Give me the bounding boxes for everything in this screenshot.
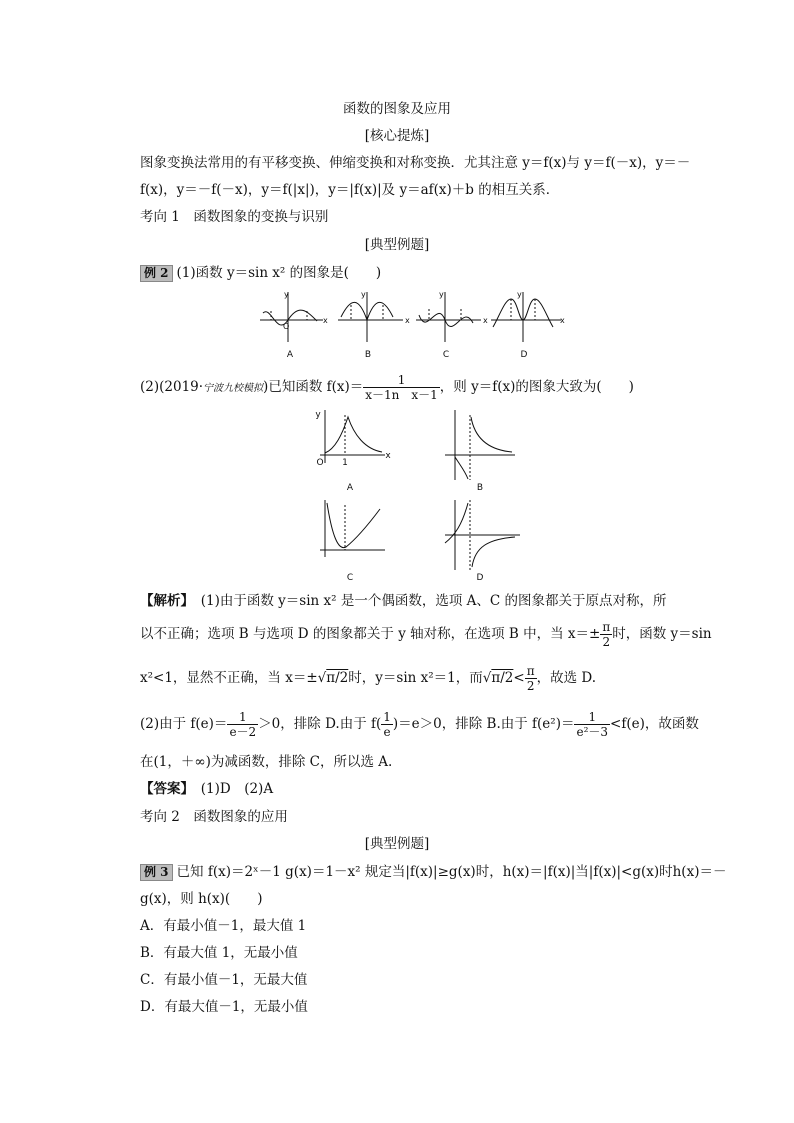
q2-label-c: C	[346, 573, 354, 583]
example-3-line-1	[140, 860, 726, 881]
q2-graph-b	[445, 410, 515, 480]
option-b: B．有最大值 1，无最小值	[140, 945, 298, 961]
analysis-line2b: 时，函数 y＝sin	[612, 626, 712, 642]
frac-den: e²－3	[576, 725, 609, 739]
q2-source-stamp: 宁波九校模拟	[203, 383, 264, 394]
q1a-y-label: y	[284, 290, 289, 299]
sqrt-pi-half-1: π/2	[326, 670, 349, 686]
q2-fraction	[363, 373, 440, 402]
frac-den: e－2	[229, 725, 257, 739]
analysis-tag: 【解析】	[140, 593, 188, 609]
frac-den: 2	[526, 679, 535, 693]
q1-graph-c	[416, 292, 481, 342]
analysis-line-1	[140, 589, 667, 609]
analysis-line2-frac	[600, 620, 612, 649]
frac-num: 1	[227, 710, 258, 725]
a2-frac1	[227, 710, 258, 739]
typical-examples-heading-2: [典型例题]	[364, 836, 430, 852]
q1-label-a: A	[286, 350, 294, 360]
example-badge: 例 2	[140, 265, 173, 282]
q2-suffix: ，则 y＝f(x)的图象大致为( )	[439, 379, 634, 395]
answer-text: (1)D (2)A	[200, 781, 274, 797]
q2a-x-label: x	[385, 451, 391, 461]
analysis-line2a: 以不正确；选项 B 与选项 D 的图象都关于 y 轴对称，在选项 B 中，当 x＝±	[140, 626, 601, 642]
q2-graph-c	[320, 500, 385, 557]
page-title: 函数的图象及应用	[343, 101, 451, 117]
example-badge: 例 3	[140, 864, 173, 881]
a2-frac2	[381, 710, 393, 739]
q1d-x-label: x	[560, 316, 565, 325]
answer-tag: 【答案】	[140, 781, 188, 797]
analysis-line3-frac	[525, 664, 537, 693]
q1c-y-label: y	[439, 290, 444, 299]
option-d: D．有最大值－1，无最小值	[140, 999, 308, 1015]
q2-graph-d	[445, 500, 520, 570]
example-2-q1	[140, 261, 381, 282]
analysis-line-3: x²<1，显然不正确，当 x＝±√π/2时，y＝sin x²＝1，而√π/2< $\frac{\pi}{2}$ ，故选 D.	[140, 664, 597, 693]
core-text-line2: f(x)，y＝－f(－x)，y＝f(|x|)，y＝|f(x)|及 y＝af(x)＋b 的相互关系．	[140, 182, 560, 198]
analysis-line-2	[140, 620, 712, 649]
frac-num: 1	[574, 710, 610, 725]
q2-graph-a	[320, 410, 385, 463]
analysis-line3d: ，故选 D.	[536, 670, 597, 686]
frac-num: π	[602, 620, 611, 634]
sqrt-pi-half-2: π/2	[491, 670, 514, 686]
example-2-q1-text: (1)函数 y＝sin x² 的图象是( )	[176, 265, 382, 281]
frac-den: e	[383, 725, 391, 739]
analysis-line3c: <	[513, 670, 525, 686]
q2-prefix: (2)(2019·	[140, 379, 204, 395]
q1-label-b: B	[364, 350, 372, 360]
q1a-origin: O	[283, 322, 290, 331]
option-a: A．有最小值－1，最大值 1	[140, 918, 307, 934]
analysis-2-line-1	[140, 710, 699, 739]
example-3-line-2: g(x)，则 h(x)( )	[140, 891, 263, 907]
example-3-text: 已知 f(x)＝2ˣ－1 g(x)＝1－x² 规定当|f(x)|≥g(x)时，h(x)＝|f(x)|当|f(x)|<g(x)时h(x)＝－	[176, 864, 727, 880]
q2a-y-label: y	[315, 410, 321, 420]
analysis-2-line-2: 在(1，＋∞)为减函数，排除 C，所以选 A.	[140, 754, 393, 770]
a2-b: ＞0，排除 D.由于 f(	[258, 716, 382, 732]
frac-num: 1	[383, 710, 391, 724]
q1-graph-b	[338, 292, 403, 342]
answer-line	[140, 777, 273, 797]
q1c-x-label: x	[483, 316, 488, 325]
q1-graph-a	[260, 292, 323, 342]
q2a-one: 1	[342, 458, 348, 468]
frac-den: 2	[602, 635, 611, 649]
q2a-origin: O	[316, 458, 324, 468]
q1-graph-d	[491, 292, 561, 342]
q1b-y-label: y	[361, 290, 366, 299]
q1d-y-label: y	[517, 290, 522, 299]
analysis-line3a: x²<1，显然不正确，当 x＝±	[140, 670, 318, 686]
q2-label-a: A	[346, 483, 354, 493]
q1a-x-label: x	[323, 316, 328, 325]
analysis-line1-text: (1)由于函数 y＝sin x² 是一个偶函数，选项 A、C 的图象都关于原点对称，所	[200, 593, 667, 609]
example-2-q2	[140, 373, 634, 402]
a2-d: <f(e)，故函数	[610, 716, 699, 732]
a2-a: (2)由于 f(e)＝	[140, 716, 228, 732]
a2-frac3	[574, 710, 610, 739]
q1-label-d: D	[520, 350, 528, 360]
q2-mid: )已知函数 f(x)＝	[263, 379, 364, 395]
q2-graphs	[310, 405, 530, 585]
typical-examples-heading-1: [典型例题]	[364, 237, 430, 253]
analysis-line3b: 时，y＝sin x²＝1，而	[348, 670, 483, 686]
q1-label-c: C	[442, 350, 450, 360]
frac-num: π	[526, 664, 535, 678]
q1-graphs	[255, 287, 565, 362]
q2-frac-num: 1	[363, 373, 440, 388]
q1b-x-label: x	[405, 316, 410, 325]
a2-c: )＝e＞0，排除 B.由于 f(e²)＝	[392, 716, 575, 732]
core-text-line1: 图象变换法常用的有平移变换、伸缩变换和对称变换．尤其注意 y＝f(x)与 y＝f(－x)，y＝－	[140, 155, 691, 171]
q2-frac-den: x－1n x－1	[365, 388, 438, 402]
q2-label-d: D	[476, 573, 484, 583]
topic-2-heading: 考向 2 函数图象的应用	[140, 809, 288, 825]
section-heading-core: [核心提炼]	[364, 128, 430, 144]
q2-label-b: B	[476, 483, 484, 493]
option-c: C．有最小值－1，无最大值	[140, 972, 308, 988]
topic-1-heading: 考向 1 函数图象的变换与识别	[140, 209, 329, 225]
